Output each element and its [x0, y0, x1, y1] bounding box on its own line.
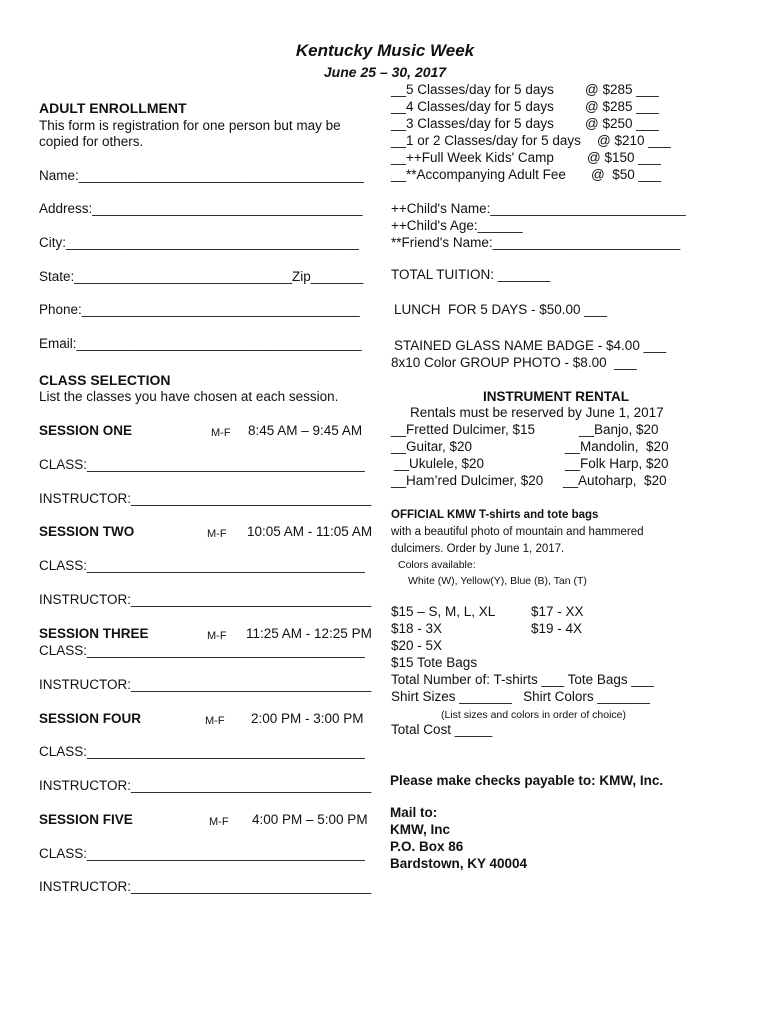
name-badge-option[interactable]: STAINED GLASS NAME BADGE - $4.00 ___ — [394, 338, 667, 353]
form-title: Kentucky Music Week — [295, 41, 475, 60]
option-kids-camp-price: @ $150 ___ — [587, 150, 661, 165]
total-number-field[interactable]: Total Number of: T-shirts ___ Tote Bags ___ — [391, 672, 654, 687]
intro-text-line-2: copied for others. — [39, 134, 144, 149]
session-four-time: 2:00 PM - 3:00 PM — [251, 711, 364, 726]
child-age-field[interactable]: ++Child's Age:______ — [391, 218, 523, 233]
session-three-days: M-F — [207, 630, 227, 642]
tshirts-description-2: dulcimers. Order by June 1, 2017. — [391, 543, 565, 555]
event-dates: June 25 – 30, 2017 — [323, 64, 447, 80]
option-3-classes[interactable]: __3 Classes/day for 5 days — [391, 116, 554, 131]
address-field[interactable]: Address:____________________________________ — [39, 201, 363, 216]
city-field[interactable]: City:_______________________________________ — [39, 235, 359, 250]
name-field[interactable]: Name:______________________________________ — [39, 168, 365, 183]
session-five-label: SESSION FIVE — [39, 812, 133, 827]
rental-guitar[interactable]: __Guitar, $20 — [391, 439, 473, 454]
lunch-option[interactable]: LUNCH FOR 5 DAYS - $50.00 ___ — [394, 302, 607, 317]
tote-bag-price: $15 Tote Bags — [391, 655, 478, 670]
tshirt-price-3x: $18 - 3X — [391, 621, 443, 636]
session-five-time: 4:00 PM – 5:00 PM — [252, 812, 368, 827]
tshirt-price-xx: $17 - XX — [531, 604, 584, 619]
session-five-days: M-F — [209, 816, 229, 828]
shirt-sizes-colors-field[interactable]: Shirt Sizes _______ Shirt Colors _______ — [391, 689, 650, 704]
session-four-class-field[interactable]: CLASS:_____________________________________ — [39, 744, 365, 759]
instrument-rental-heading: INSTRUMENT RENTAL — [483, 389, 629, 404]
session-two-time: 10:05 AM - 11:05 AM — [247, 524, 373, 539]
payable-to-note: Please make checks payable to: KMW, Inc. — [390, 773, 664, 788]
child-name-field[interactable]: ++Child's Name:__________________________ — [391, 201, 686, 216]
option-4-classes[interactable]: __4 Classes/day for 5 days — [391, 99, 554, 114]
rental-autoharp[interactable]: __Autoharp, $20 — [563, 473, 667, 488]
total-tuition-field[interactable]: TOTAL TUITION: _______ — [391, 267, 551, 282]
session-one-instructor-field[interactable]: INSTRUCTOR:________________________________ — [39, 491, 372, 506]
session-three-class-field[interactable]: CLASS:_____________________________________ — [39, 643, 365, 658]
session-four-days: M-F — [205, 715, 225, 727]
class-selection-heading: CLASS SELECTION — [39, 372, 171, 388]
colors-available-label: Colors available: — [398, 559, 476, 571]
tshirts-description-1: with a beautiful photo of mountain and hammered — [391, 526, 644, 538]
mail-address-line-3: Bardstown, KY 40004 — [390, 856, 528, 871]
session-one-time: 8:45 AM – 9:45 AM — [248, 423, 363, 438]
friend-name-field[interactable]: **Friend's Name:_________________________ — [391, 235, 681, 250]
total-cost-field[interactable]: Total Cost _____ — [391, 722, 493, 737]
option-5-classes-price: @ $285 ___ — [585, 82, 659, 97]
tshirt-price-4x: $19 - 4X — [531, 621, 583, 636]
option-kids-camp[interactable]: __++Full Week Kids' Camp — [391, 150, 554, 165]
sizes-note: (List sizes and colors in order of choice) — [441, 709, 626, 721]
rental-hammered-dulcimer[interactable]: __Ham’red Dulcimer, $20 — [391, 473, 544, 488]
rental-mandolin[interactable]: __Mandolin, $20 — [565, 439, 669, 454]
session-three-time: 11:25 AM - 12:25 PM — [246, 626, 372, 641]
class-selection-note: List the classes you have chosen at each session. — [39, 389, 339, 404]
intro-text-line-1: This form is registration for one person but may be — [39, 118, 341, 133]
rental-note: Rentals must be reserved by June 1, 2017 — [410, 405, 664, 420]
session-one-days: M-F — [211, 427, 231, 439]
colors-available-list: White (W), Yellow(Y), Blue (B), Tan (T) — [408, 575, 587, 587]
session-two-days: M-F — [207, 528, 227, 540]
option-3-classes-price: @ $250 ___ — [585, 116, 659, 131]
session-five-instructor-field[interactable]: INSTRUCTOR:________________________________ — [39, 879, 372, 894]
session-two-label: SESSION TWO — [39, 524, 135, 539]
rental-ukulele[interactable]: __Ukulele, $20 — [394, 456, 485, 471]
session-three-instructor-field[interactable]: INSTRUCTOR:________________________________ — [39, 677, 372, 692]
phone-field[interactable]: Phone:_____________________________________ — [39, 302, 360, 317]
mail-address-line-1: KMW, Inc — [390, 822, 450, 837]
option-accompanying-adult-price: @ $50 ___ — [591, 167, 662, 182]
group-photo-option[interactable]: 8x10 Color GROUP PHOTO - $8.00 ___ — [391, 355, 637, 370]
session-two-instructor-field[interactable]: INSTRUCTOR:________________________________ — [39, 592, 372, 607]
option-1-2-classes[interactable]: __1 or 2 Classes/day for 5 days — [391, 133, 581, 148]
tshirt-price-s-xl: $15 – S, M, L, XL — [391, 604, 496, 619]
tshirt-price-5x: $20 - 5X — [391, 638, 443, 653]
option-accompanying-adult[interactable]: __**Accompanying Adult Fee — [391, 167, 566, 182]
state-zip-field[interactable]: State:_____________________________Zip_______ — [39, 269, 364, 284]
session-four-label: SESSION FOUR — [39, 711, 142, 726]
session-two-class-field[interactable]: CLASS:_____________________________________ — [39, 558, 365, 573]
email-field[interactable]: Email:______________________________________ — [39, 336, 362, 351]
option-5-classes[interactable]: __5 Classes/day for 5 days — [391, 82, 554, 97]
rental-fretted-dulcimer[interactable]: __Fretted Dulcimer, $15 — [391, 422, 536, 437]
rental-folk-harp[interactable]: __Folk Harp, $20 — [565, 456, 669, 471]
tshirts-heading: OFFICIAL KMW T-shirts and tote bags — [391, 509, 599, 521]
session-four-instructor-field[interactable]: INSTRUCTOR:________________________________ — [39, 778, 372, 793]
mail-address-line-2: P.O. Box 86 — [390, 839, 464, 854]
session-one-label: SESSION ONE — [39, 423, 133, 438]
rental-banjo[interactable]: __Banjo, $20 — [579, 422, 659, 437]
session-one-class-field[interactable]: CLASS:_____________________________________ — [39, 457, 365, 472]
option-4-classes-price: @ $285 ___ — [585, 99, 659, 114]
mail-to-label: Mail to: — [390, 805, 438, 820]
adult-enrollment-heading: ADULT ENROLLMENT — [39, 100, 187, 116]
session-five-class-field[interactable]: CLASS:_____________________________________ — [39, 846, 365, 861]
session-three-label: SESSION THREE — [39, 626, 149, 641]
option-1-2-classes-price: @ $210 ___ — [597, 133, 671, 148]
